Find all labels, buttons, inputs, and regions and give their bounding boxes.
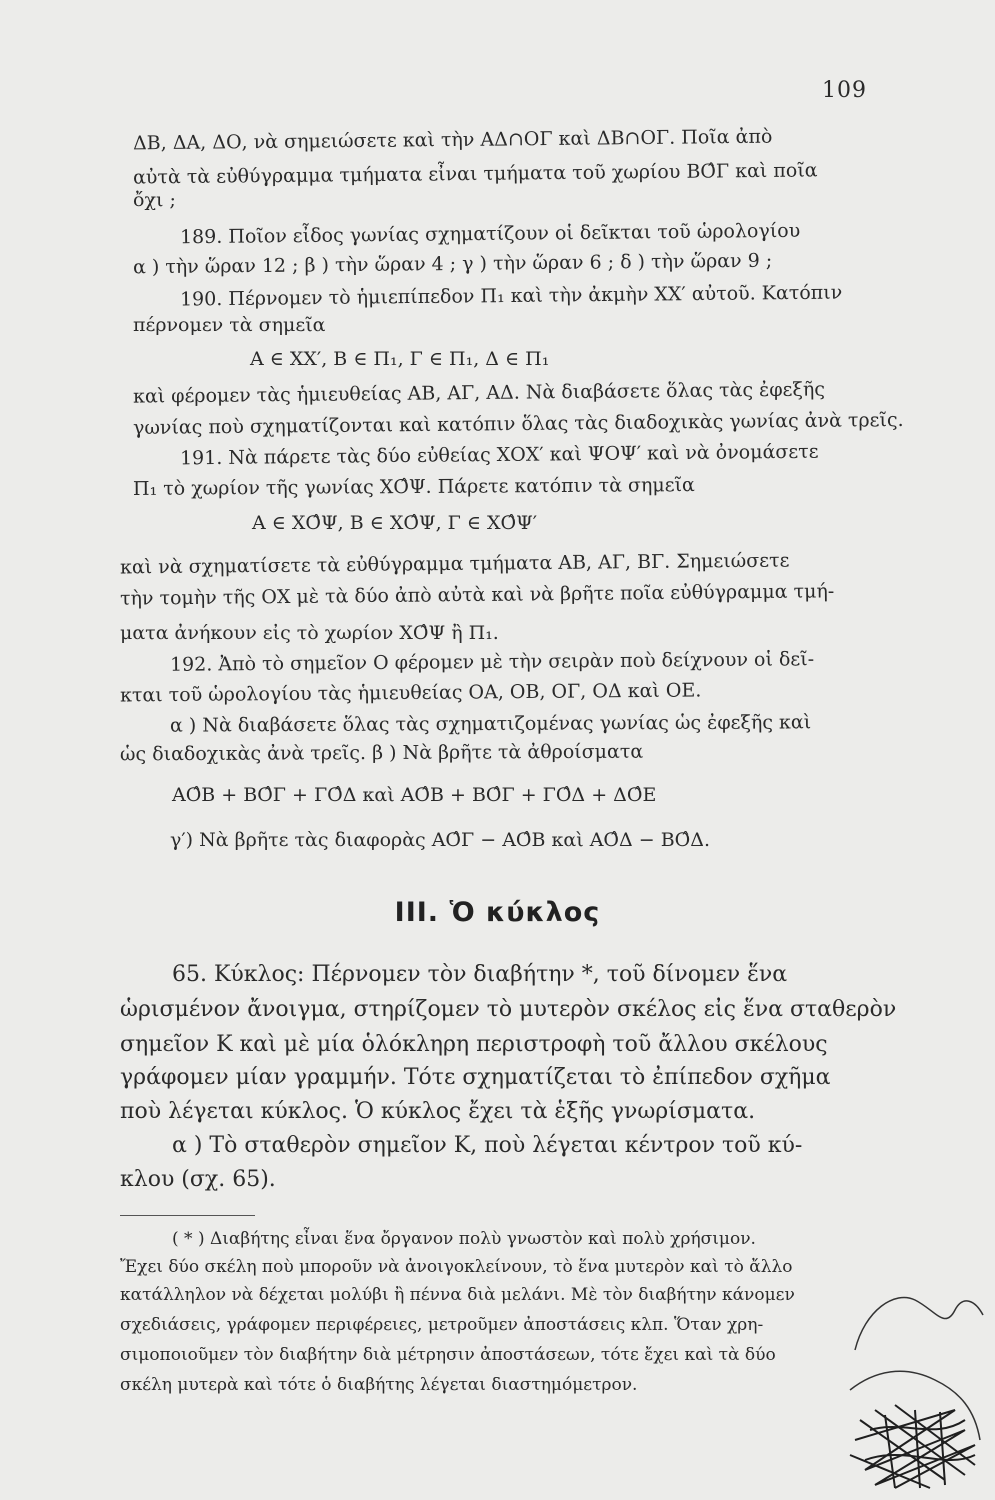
set-membership-line: Α ∈ ΧΧ′, Β ∈ Π₁, Γ ∈ Π₁, Δ ∈ Π₁ bbox=[250, 348, 550, 370]
text-line: α ) τὴν ὥραν 12 ; β ) τὴν ὥραν 4 ; γ ) τὴν ὥραν 6 ; δ ) τὴν ὥραν 9 ; bbox=[132, 249, 773, 279]
paragraph-65: 65. Κύκλος: Πέρνομεν τὸν διαβήτην *, τοῦ δίνομεν ἕνα bbox=[172, 962, 788, 987]
section-heading: III. Ὁ κύκλος bbox=[394, 897, 601, 928]
text-line: πέρνομεν τὰ σημεῖα bbox=[133, 314, 326, 336]
text-line: ὡς διαδοχικὰς ἀνὰ τρεῖς. β ) Νὰ βρῆτε τὰ ἀθροίσματα bbox=[119, 740, 644, 766]
text-line: α ) Τὸ σταθερὸν σημεῖον Κ, ποὺ λέγεται κέντρον τοῦ κύ- bbox=[172, 1133, 803, 1158]
angle-sums: ΑΟ̂Β + ΒΟ̂Γ + ΓΟ̂Δ καὶ ΑΟ̂Β + ΒΟ̂Γ + ΓΟ̂Δ + ΔΟ̂Ε bbox=[172, 784, 657, 806]
set-membership-line: Α ∈ ΧΟ̂Ψ, Β ∈ ΧΟ̂Ψ, Γ ∈ ΧΟ̂Ψ′ bbox=[252, 512, 538, 534]
text-line: ματα ἀνήκουν εἰς τὸ χωρίον ΧΟ̂Ψ ἢ Π₁. bbox=[120, 622, 499, 644]
text-line: κται τοῦ ὡρολογίου τὰς ἡμιευθείας ΟΑ, ΟΒ, ΟΓ, ΟΔ καὶ ΟΕ. bbox=[119, 679, 702, 707]
text-line: ὄχι ; bbox=[133, 189, 176, 211]
text-line: ὡρισμένον ἄνοιγμα, στηρίζομεν τὸ μυτερὸν σκέλος εἰς ἕνα σταθερὸν bbox=[120, 997, 897, 1022]
footnote-line: Ἔχει δύο σκέλη ποὺ μποροῦν νὰ ἀνοιγοκλείνουν, τὸ ἕνα μυτερὸν καὶ τὸ ἄλλο bbox=[120, 1257, 793, 1277]
angle-differences: γ′) Νὰ βρῆτε τὰς διαφορὰς ΑΟ̂Γ − ΑΟ̂Β καὶ ΑΟ̂Δ − ΒΟ̂Δ. bbox=[170, 829, 711, 851]
text-line: κλου (σχ. 65). bbox=[120, 1167, 276, 1192]
exercise-192: 192. Ἀπὸ τὸ σημεῖον Ο φέρομεν μὲ τὴν σειρὰν ποὺ δείχνουν οἱ δεῖ- bbox=[169, 648, 815, 676]
text-line: Π₁ τὸ χωρίον τῆς γωνίας ΧΟ̂Ψ. Πάρετε κατόπιν τὰ σημεῖα bbox=[132, 474, 695, 500]
text-line: σημεῖον Κ καὶ μὲ μία ὁλόκληρη περιστροφὴ τοῦ ἄλλου σκέλους bbox=[120, 1032, 828, 1057]
text-line: γωνίας ποὺ σχηματίζονται καὶ κατόπιν ὅλας τὰς διαδοχικὰς γωνίας ἀνὰ τρεῖς. bbox=[132, 408, 904, 440]
text-line: καὶ νὰ σχηματίσετε τὰ εὐθύγραμμα τμήματα ΑΒ, ΑΓ, ΒΓ. Σημειώσετε bbox=[119, 549, 790, 579]
page-number: 109 bbox=[822, 78, 867, 103]
text-line: ΔΒ, ΔΑ, ΔΟ, νὰ σημειώσετε καὶ τὴν ΑΔ∩ΟΓ καὶ ΔΒ∩ΟΓ. Ποῖα ἀπὸ bbox=[132, 125, 773, 155]
footnote-line: ( * ) Διαβήτης εἶναι ἕνα ὄργανον πολὺ γνωστὸν καὶ πολὺ χρήσιμον. bbox=[172, 1229, 756, 1249]
text-line: αὐτὰ τὰ εὐθύγραμμα τμήματα εἶναι τμήματα τοῦ χωρίου ΒΟ̂Γ καὶ ποῖα bbox=[132, 159, 818, 189]
footnote-line: σιμοποιοῦμεν τὸν διαβήτην διὰ μέτρησιν ἀποστάσεων, τότε ἔχει καὶ τὰ δύο bbox=[120, 1345, 776, 1365]
pencil-scribble-icon bbox=[835, 1270, 985, 1490]
exercise-190: 190. Πέρνομεν τὸ ἡμιεπίπεδον Π₁ καὶ τὴν ἀκμὴν ΧΧ′ αὐτοῦ. Κατόπιν bbox=[179, 281, 843, 311]
text-line: τὴν τομὴν τῆς ΟΧ μὲ τὰ δύο ἀπὸ αὐτὰ καὶ νὰ βρῆτε ποῖα εὐθύγραμμα τμή- bbox=[119, 580, 835, 610]
text-line: καὶ φέρομεν τὰς ἡμιευθείας ΑΒ, ΑΓ, ΑΔ. Νὰ διαβάσετε ὅλας τὰς ἐφεξῆς bbox=[132, 378, 826, 408]
footnote-line: σκέλη μυτερὰ καὶ τότε ὁ διαβήτης λέγεται διαστημόμετρον. bbox=[120, 1375, 638, 1395]
text-line: γράφομεν μίαν γραμμήν. Τότε σχηματίζεται τὸ ἐπίπεδον σχῆμα bbox=[120, 1065, 831, 1090]
exercise-189: 189. Ποῖον εἶδος γωνίας σχηματίζουν οἱ δεῖκται τοῦ ὡρολογίου bbox=[179, 219, 801, 249]
footnote-line: κατάλληλον νὰ δέχεται μολύβι ἢ πέννα διὰ μελάνι. Μὲ τὸν διαβήτην κάνομεν bbox=[120, 1285, 795, 1305]
text-line: ποὺ λέγεται κύκλος. Ὁ κύκλος ἔχει τὰ ἑξῆς γνωρίσματα. bbox=[120, 1099, 756, 1124]
exercise-191: 191. Νὰ πάρετε τὰς δύο εὐθείας ΧΟΧ′ καὶ ΨΟΨ′ καὶ νὰ ὀνομάσετε bbox=[179, 440, 819, 470]
text-line: α ) Νὰ διαβάσετε ὅλας τὰς σχηματιζομένας γωνίας ὡς ἐφεξῆς καὶ bbox=[169, 711, 812, 737]
footnote-rule bbox=[120, 1215, 255, 1216]
footnote-line: σχεδιάσεις, γράφομεν περιφέρειες, μετροῦμεν ἀποστάσεις κλπ. Ὅταν χρη- bbox=[120, 1315, 764, 1335]
